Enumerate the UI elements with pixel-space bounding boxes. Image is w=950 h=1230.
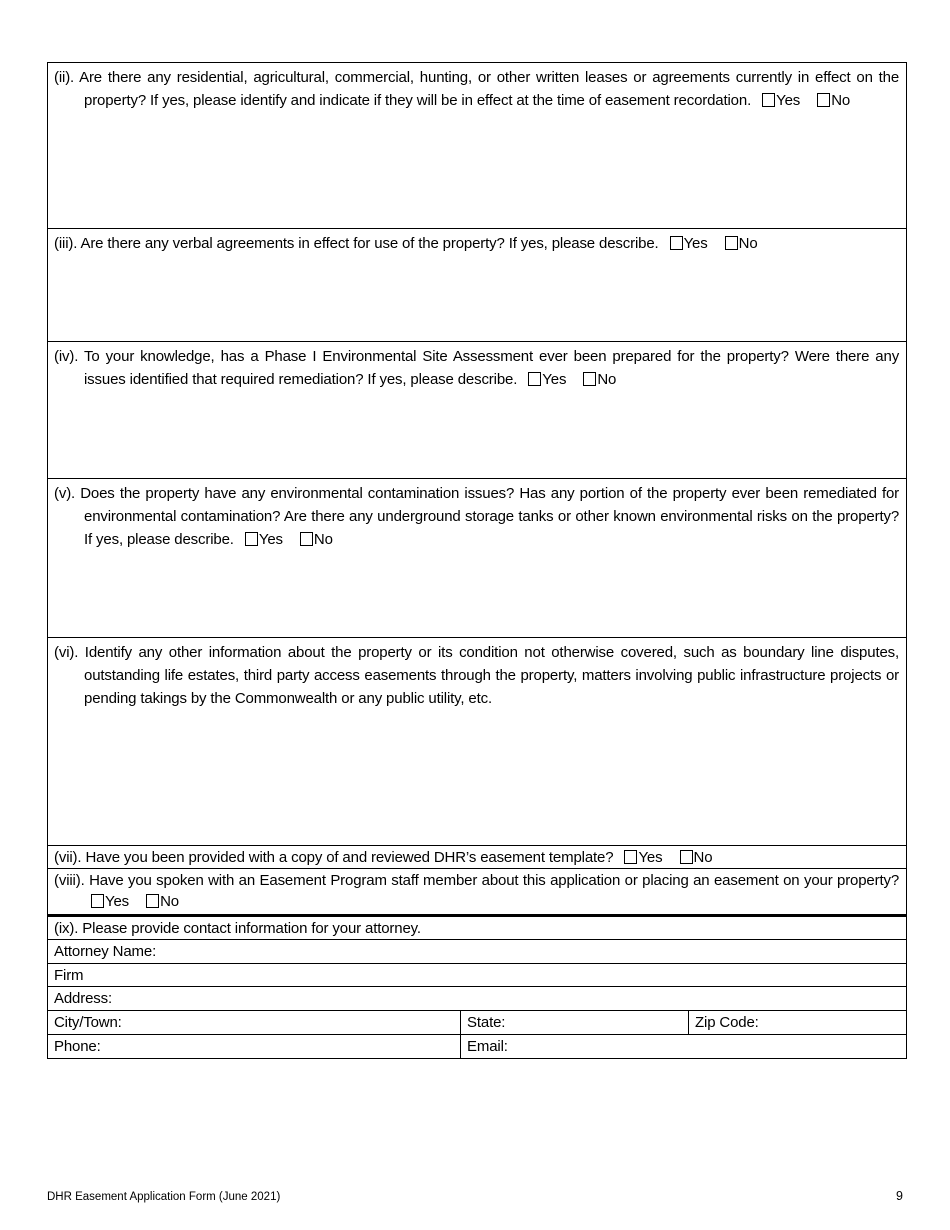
- address-field[interactable]: [112, 988, 899, 1009]
- question-cell-iv: [48, 342, 907, 479]
- question-iii-label: (iii).: [54, 235, 78, 252]
- question-vi: [54, 641, 899, 710]
- city-town-cell: [48, 1011, 461, 1035]
- question-row-viii: [48, 869, 907, 916]
- yes-checkbox-ii[interactable]: [762, 93, 775, 107]
- city-state-zip-row: [48, 1011, 907, 1035]
- zip-code-label: Zip Code:: [695, 1014, 759, 1031]
- question-ix: [54, 918, 899, 939]
- question-cell-vii: [48, 846, 907, 869]
- yes-label: Yes: [105, 893, 130, 910]
- email-cell: [461, 1035, 907, 1059]
- attorney-name-cell: [48, 940, 907, 964]
- page-number: 9: [896, 1189, 903, 1203]
- question-iv-label: (iv).: [54, 348, 79, 365]
- no-label: No: [738, 235, 758, 252]
- yes-label: Yes: [776, 92, 801, 109]
- question-row-v: [48, 479, 907, 638]
- no-checkbox-iii[interactable]: [725, 236, 738, 250]
- state-cell: [461, 1011, 689, 1035]
- question-ix-text: Please provide contact information for your attorney.: [82, 920, 421, 937]
- city-town-field[interactable]: [122, 1012, 453, 1033]
- question-cell-ii: [48, 63, 907, 229]
- page-footer: [47, 1189, 903, 1203]
- question-ii: [54, 66, 899, 112]
- no-checkbox-ii[interactable]: [817, 93, 830, 107]
- state-field[interactable]: [505, 1012, 681, 1033]
- question-cell-iii: [48, 229, 907, 342]
- question-cell-v: [48, 479, 907, 638]
- yes-label: Yes: [638, 849, 663, 866]
- address-row: [48, 987, 907, 1011]
- question-row-iv: [48, 342, 907, 479]
- question-viii-label: (viii).: [54, 872, 85, 889]
- question-vi-text: Identify any other information about the property or its condition not otherwise covered, such as boundary line disputes, outstanding life estates, third party access easements through the property, matters involving public infrastructure projects or pending takings by the Commonwealth or any public utility, etc.: [84, 644, 900, 707]
- question-row-vi: [48, 638, 907, 846]
- question-cell-vi: [48, 638, 907, 846]
- question-iv: [54, 345, 899, 391]
- question-ii-text: Are there any residential, agricultural, commercial, hunting, or other written leases or agreements currently in effect on the property? If yes, please identify and indicate if they will be in effect at the time of easement recordation.: [79, 69, 900, 109]
- question-row-vii: [48, 846, 907, 869]
- answer-area-iv[interactable]: [54, 391, 899, 475]
- question-row-ii: [48, 63, 907, 229]
- question-ii-label: (ii).: [54, 69, 75, 86]
- address-cell: [48, 987, 907, 1011]
- answer-area-iii[interactable]: [54, 255, 899, 339]
- question-iii-text: Are there any verbal agreements in effect for use of the property? If yes, please describe.: [80, 235, 659, 252]
- yes-checkbox-vii[interactable]: [624, 850, 637, 864]
- question-cell-ix: [48, 916, 907, 940]
- yes-checkbox-viii[interactable]: [91, 894, 104, 908]
- no-checkbox-viii[interactable]: [146, 894, 159, 908]
- question-row-ix: [48, 916, 907, 940]
- easement-application-table: [47, 62, 907, 1059]
- no-label: No: [693, 849, 713, 866]
- question-ix-label: (ix).: [54, 920, 79, 937]
- state-label: State:: [467, 1014, 506, 1031]
- yes-checkbox-v[interactable]: [245, 532, 258, 546]
- firm-field[interactable]: [83, 965, 899, 986]
- phone-label: Phone:: [54, 1038, 101, 1055]
- question-v-label: (v).: [54, 485, 76, 502]
- firm-cell: [48, 964, 907, 987]
- no-checkbox-vii[interactable]: [680, 850, 693, 864]
- no-label: No: [831, 92, 851, 109]
- no-label: No: [597, 371, 617, 388]
- zip-code-cell: [689, 1011, 907, 1035]
- question-viii-text: Have you spoken with an Easement Program staff member about this application or placing an easement on your property?: [89, 872, 900, 889]
- question-vii-text: Have you been provided with a copy of and reviewed DHR’s easement template?: [85, 849, 614, 866]
- answer-area-vi[interactable]: [54, 710, 899, 819]
- question-iii: [54, 232, 899, 255]
- no-checkbox-iv[interactable]: [583, 372, 596, 386]
- attorney-name-label: Attorney Name:: [54, 943, 157, 960]
- question-vi-label: (vi).: [54, 644, 79, 661]
- footer-form-title: DHR Easement Application Form (June 2021): [47, 1191, 281, 1203]
- firm-label: Firm: [54, 967, 84, 984]
- yes-checkbox-iii[interactable]: [670, 236, 683, 250]
- email-field[interactable]: [508, 1036, 899, 1057]
- question-viii: [54, 870, 899, 912]
- question-v-text: Does the property have any environmental contamination issues? Has any portion of the property ever been remediated for environmental contamination? Are there any underground storage tanks or other known environmental risks on the property? If yes, please describe.: [80, 485, 900, 548]
- phone-field[interactable]: [101, 1036, 453, 1057]
- question-row-iii: [48, 229, 907, 342]
- answer-area-v[interactable]: [54, 551, 899, 634]
- no-label: No: [160, 893, 179, 910]
- question-vii: [54, 847, 899, 868]
- yes-checkbox-iv[interactable]: [528, 372, 541, 386]
- no-checkbox-v[interactable]: [300, 532, 313, 546]
- city-town-label: City/Town:: [54, 1014, 122, 1031]
- no-label: No: [313, 531, 333, 548]
- question-iv-text: To your knowledge, has a Phase I Environmental Site Assessment ever been prepared for the property? Were there any issues identified that required remediation? If yes, please describe.: [84, 348, 900, 388]
- question-vii-label: (vii).: [54, 849, 82, 866]
- phone-cell: [48, 1035, 461, 1059]
- question-cell-viii: [48, 869, 907, 916]
- yes-label: Yes: [683, 235, 708, 252]
- yes-label: Yes: [258, 531, 283, 548]
- attorney-name-row: [48, 940, 907, 964]
- address-label: Address:: [54, 990, 112, 1007]
- email-label: Email:: [467, 1038, 508, 1055]
- yes-label: Yes: [542, 371, 567, 388]
- answer-area-ii[interactable]: [54, 112, 899, 202]
- zip-code-field[interactable]: [759, 1012, 899, 1033]
- question-v: [54, 482, 899, 551]
- firm-row: [48, 964, 907, 987]
- phone-email-row: [48, 1035, 907, 1059]
- attorney-name-field[interactable]: [156, 941, 899, 962]
